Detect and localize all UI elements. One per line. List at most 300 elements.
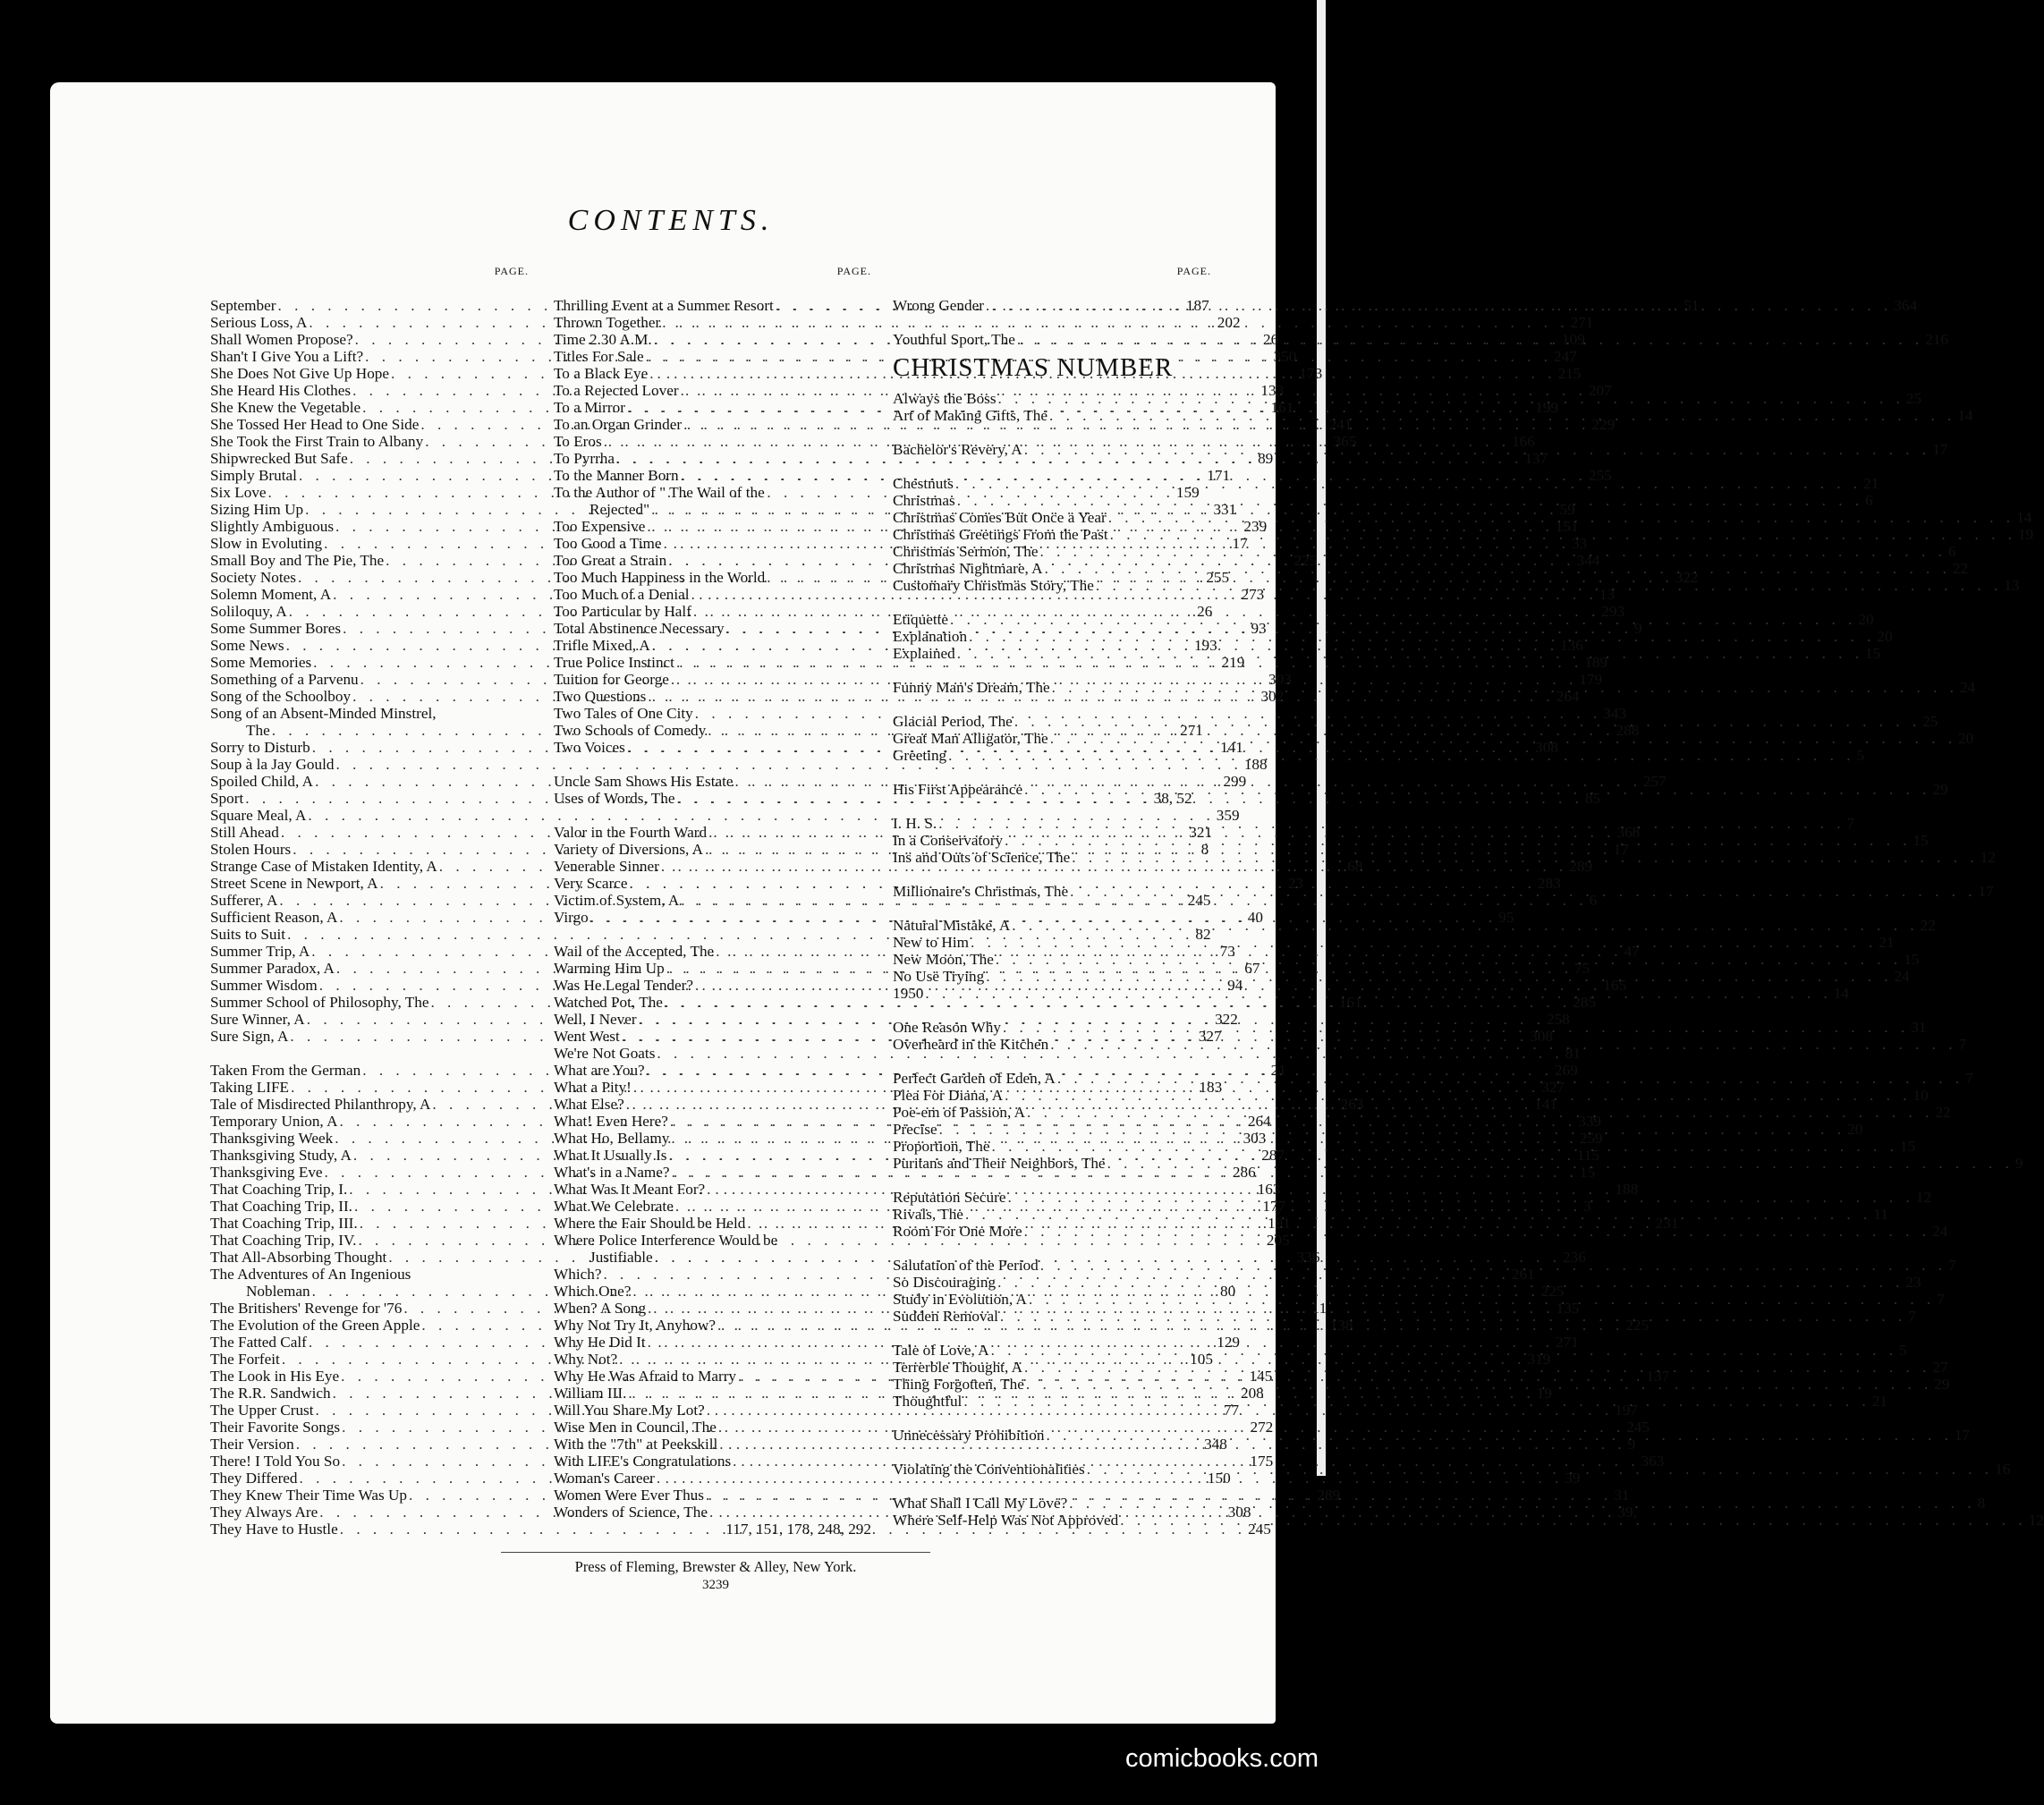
dot-leader <box>1048 730 1958 747</box>
contents-entry <box>893 934 1895 951</box>
dot-leader <box>994 951 1904 968</box>
entry-page: 9 <box>1627 1436 1636 1453</box>
entry-page: 255 <box>1588 467 1612 484</box>
entry-page: 269 <box>1555 1062 1578 1079</box>
dot-leader <box>1003 832 1913 849</box>
entry-page: 8 <box>1200 841 1209 858</box>
entry-page: 33 <box>1571 535 1588 552</box>
entry-title: What's in a Name? <box>554 1164 670 1181</box>
entry-title: Thanksgiving Week <box>210 1130 334 1147</box>
entry-title: Sure Winner, A <box>210 1011 305 1028</box>
entry-title: There! I Told You So <box>210 1453 341 1470</box>
dot-leader <box>955 492 1865 509</box>
entry-page: 22 <box>1920 917 1936 934</box>
entry-title: Which? <box>554 1266 602 1283</box>
entry-title: Too Great a Strain <box>554 552 667 569</box>
entry-title: They Knew Their Time Was Up <box>210 1487 407 1504</box>
dot-leader <box>990 1138 1900 1155</box>
entry-title: That Coaching Trip, IV. <box>210 1232 357 1249</box>
entry-title: With the "7th" at Peekskill <box>554 1436 718 1453</box>
entry-title: Bachelor's Revery, A <box>893 441 1022 458</box>
entry-title: Temporary Union, A <box>210 1113 338 1130</box>
entry-title: Thrilling Event at a Summer Resort <box>554 297 774 314</box>
entry-title: Venerable Sinner <box>554 858 659 875</box>
entry-title: The R.R. Sandwich <box>210 1385 331 1402</box>
entry-page: 150 <box>1207 1470 1231 1487</box>
entry-title: Some News <box>210 637 284 654</box>
entry-title: Solemn Moment, A <box>210 586 332 603</box>
entry-title: Some Memories <box>210 654 312 671</box>
entry-title: Two Schools of Comedy <box>554 722 707 739</box>
entry-page: 117, 151, 178, 248, 292 <box>725 1521 871 1538</box>
entry-title: Uncle Sam Shows His Estate <box>554 773 734 790</box>
dot-leader <box>984 968 1894 985</box>
entry-title: Sure Sign, A <box>210 1028 289 1045</box>
entry-page: 6 <box>1865 492 1873 509</box>
entry-title: Etiquette <box>893 611 949 628</box>
entry-page: 215 <box>1557 365 1582 382</box>
entry-title: Wonders of Science, The <box>554 1504 708 1521</box>
dot-leader <box>998 1308 1908 1325</box>
entry-title: Why Not? <box>554 1351 618 1368</box>
dot-leader <box>984 297 1894 314</box>
dot-leader <box>1022 1359 1932 1376</box>
entry-title: Spoiled Child, A <box>210 773 314 790</box>
entry-title: Explained <box>893 645 955 662</box>
entry-title: One Reason Why <box>893 1019 1001 1036</box>
dot-leader <box>1048 1036 1958 1053</box>
entry-title: Millionaire's Christmas, The <box>893 883 1069 900</box>
entry-page: 7 <box>1908 1308 1916 1325</box>
dot-leader <box>1085 1461 1995 1478</box>
entry-page: 321 <box>1189 824 1213 841</box>
entry-page: 259 <box>1579 1130 1603 1147</box>
entry-title: Well, I Never <box>554 1011 637 1028</box>
entry-title: Six Love <box>210 484 267 501</box>
entry-title: Reputation Secure <box>893 1189 1006 1206</box>
entry-title: Sufficient Reason, A <box>210 909 338 926</box>
entry-page: 199 <box>1535 399 1559 416</box>
entry-title: Simply Brutal <box>210 467 297 484</box>
dot-leader <box>923 985 1833 1002</box>
entry-title: Where Self-Help Was Not Approved <box>893 1512 1119 1529</box>
entry-title: Chestnuts <box>893 475 954 492</box>
entry-title: When? A Song <box>554 1300 647 1317</box>
entry-page: 29 <box>1932 781 1948 798</box>
entry-title: Wail of the Accepted, The <box>554 943 715 960</box>
site-watermark: comicbooks.com <box>1125 1744 1319 1773</box>
entry-page: 20 <box>1958 730 1974 747</box>
dot-leader <box>1108 526 2018 543</box>
entry-title: They Differed <box>210 1470 298 1487</box>
entry-page: 216 <box>1925 331 1949 348</box>
entry-page: 7 <box>1948 1257 1956 1274</box>
entry-title: Street Scene in Newport, A <box>210 875 378 892</box>
entry-page: 151 <box>1555 518 1579 535</box>
entry-title: Wise Men in Council, The <box>554 1419 717 1436</box>
section-heading: CHRISTMAS NUMBER <box>893 353 1174 382</box>
entry-page: 15 <box>1904 951 1920 968</box>
entry-title: What are You? <box>554 1062 645 1079</box>
entry-title: To a Rejected Lover <box>554 382 679 399</box>
entry-title: To an Organ Grinder <box>554 416 683 433</box>
entry-page: 188 <box>1615 1181 1639 1198</box>
entry-title: Violating the Conventionalities <box>893 1461 1085 1478</box>
dot-leader <box>1050 679 1960 696</box>
dot-leader <box>969 934 1879 951</box>
entry-page: 137 <box>1524 450 1548 467</box>
contents-entry <box>210 1266 529 1283</box>
entry-title: Too Expensive <box>554 518 646 535</box>
entry-title: Society Notes <box>210 569 296 586</box>
entry-page: 191 <box>1268 1215 1291 1232</box>
entry-page: 302 <box>1260 688 1285 705</box>
entry-page: 9 <box>1634 620 1642 637</box>
entry-page: 47 <box>1624 943 1640 960</box>
entry-title: Small Boy and The Pie, The <box>210 552 385 569</box>
entry-page: 289 <box>1317 1487 1341 1504</box>
entry-page: 9 <box>2014 1155 2023 1172</box>
entry-title: Too Particular by Half <box>554 603 691 620</box>
entry-title: Warming Him Up <box>554 960 665 977</box>
entry-page: 171 <box>1207 467 1231 484</box>
contents-entry <box>554 1521 871 1538</box>
entry-title: Always the Boss <box>893 390 997 407</box>
entry-page: 7 <box>1965 1070 1973 1087</box>
dot-leader <box>946 747 1856 764</box>
dot-leader <box>1027 1291 1937 1308</box>
entry-page: 365 <box>1333 433 1357 450</box>
entry-page: 25 <box>1905 390 1922 407</box>
entry-page: 161 <box>1338 994 1362 1011</box>
entry-title: The Britishers' Revenge for '76 <box>210 1300 403 1317</box>
contents-entry <box>210 705 529 722</box>
entry-title: Valor in the Fourth Ward <box>554 824 708 841</box>
entry-title: What Shall I Call My Love? <box>893 1495 1068 1512</box>
entry-page: 80 <box>1219 1283 1236 1300</box>
entry-page: 368 <box>1616 824 1641 841</box>
entry-page: 81 <box>1565 1045 1581 1062</box>
entry-page: 25 <box>1922 713 1938 730</box>
entry-page: 293 <box>1601 603 1625 620</box>
entry-title: That Coaching Trip, III. <box>210 1215 358 1232</box>
entry-page: 26 <box>1263 331 1279 348</box>
entry-title: Soliloquy, A <box>210 603 287 620</box>
entry-page: 15 <box>1899 1138 1916 1155</box>
entry-page: 273 <box>1241 586 1265 603</box>
entry-page: 322 <box>1215 1011 1238 1028</box>
entry-title: Was He Legal Tender? <box>554 977 694 994</box>
entry-page: 15 <box>1865 645 1881 662</box>
dot-leader <box>1022 1223 1932 1240</box>
page-title: CONTENTS. <box>567 204 775 237</box>
page-column-header: PAGE. <box>1176 265 1211 277</box>
entry-title: Thanksgiving Study, A <box>210 1147 352 1164</box>
entry-page: 82 <box>1195 926 1211 943</box>
entry-title: Wrong Gender <box>893 297 984 314</box>
dot-leader <box>955 645 1865 662</box>
entry-title: Proportion, The <box>893 1138 990 1155</box>
entry-title: Rejected" <box>589 501 650 518</box>
entry-page: 31 <box>1614 1487 1630 1504</box>
entry-page: 271 <box>1180 722 1203 739</box>
entry-title: Very Scarce <box>554 875 628 892</box>
entry-title: Thanksgiving Eve <box>210 1164 323 1181</box>
entry-title: To Pyrrha <box>554 450 615 467</box>
entry-page: 5 <box>1898 1342 1907 1359</box>
entry-title: Soup à la Jay Gould <box>210 756 335 773</box>
entry-title: The Upper Crust <box>210 1402 314 1419</box>
entry-page: 271 <box>1555 1334 1579 1351</box>
dot-leader <box>1001 1019 1911 1036</box>
entry-page: 7 <box>1846 815 1855 832</box>
entry-title: I. H. S. <box>893 815 937 832</box>
entry-page: 138 <box>1329 1317 1353 1334</box>
entry-title: Where Police Interference Would be <box>554 1232 778 1249</box>
entry-page: 264 <box>1247 1113 1271 1130</box>
entry-title: Rivals, The <box>893 1206 963 1223</box>
entry-title: Two Questions <box>554 688 647 705</box>
dot-leader <box>1022 441 1932 458</box>
entry-title: Summer Trip, A <box>210 943 310 960</box>
entry-title: To the Manner Born <box>554 467 679 484</box>
entry-page: 327 <box>1541 1079 1565 1096</box>
entry-title: Sudden Removal <box>893 1308 998 1325</box>
entry-title: Square Meal, A <box>210 807 307 824</box>
entry-page: 15 <box>1913 832 1929 849</box>
entry-title: Christmas <box>893 492 955 509</box>
entry-page: 319 <box>1527 1351 1551 1368</box>
entry-title: Shall Women Propose? <box>210 331 353 348</box>
entry-title: What a Pity! <box>554 1079 632 1096</box>
entry-title: Customary Christmas Story, The <box>893 577 1094 594</box>
entry-page: 51 <box>1684 297 1700 314</box>
entry-title: To a Mirror <box>554 399 625 416</box>
entry-title: She Heard His Clothes <box>210 382 352 399</box>
entry-page: 336 <box>1296 1249 1320 1266</box>
entry-title: Christmas Greetings From the Past <box>893 526 1108 543</box>
entry-title: Thoughtful <box>893 1393 963 1410</box>
entry-title: Sorry to Disturb <box>210 739 310 756</box>
entry-page: 22 <box>1952 560 1969 577</box>
entry-title: Where the Fair Should be Held <box>554 1215 746 1232</box>
dot-leader <box>1003 1087 1913 1104</box>
entry-title: Strange Case of Mistaken Identity, A <box>210 858 437 875</box>
entry-page: 23 <box>1287 875 1304 892</box>
entry-page: 364 <box>1894 297 1918 314</box>
entry-page: 20 <box>1877 628 1893 645</box>
entry-title: What We Celebrate <box>554 1198 674 1215</box>
entry-title: Taking LIFE <box>210 1079 290 1096</box>
entry-page: 189 <box>1584 654 1608 671</box>
entry-title: New Moon, The <box>893 951 994 968</box>
entry-title: Why Not Try It, Anyhow? <box>554 1317 716 1334</box>
entry-title: Plea For Diana, A <box>893 1087 1004 1104</box>
entry-page: 67 <box>1244 960 1260 977</box>
entry-page: 17 <box>1954 1427 1971 1444</box>
entry-title: What! Even Here? <box>554 1113 668 1130</box>
entry-title: Titles For Sale <box>554 348 644 365</box>
entry-title: 1950 <box>893 985 924 1002</box>
entry-title: Tuition for George <box>554 671 669 688</box>
entry-title: Tale of Love, A <box>893 1342 989 1359</box>
dot-leader <box>948 611 1858 628</box>
dot-leader <box>1118 1512 2028 1529</box>
entry-title: Women Were Ever Thus <box>554 1487 704 1504</box>
entry-page: 241 <box>1328 416 1353 433</box>
entry-page: 327 <box>1198 1028 1222 1045</box>
entry-title: Christmas Comes But Once a Year <box>893 509 1107 526</box>
entry-page: 141 <box>1220 739 1243 756</box>
entry-page: 183 <box>1199 1079 1223 1096</box>
entry-page: 285 <box>1573 994 1597 1011</box>
entry-page: 3 <box>1583 1198 1591 1215</box>
dot-leader <box>1025 1104 1935 1121</box>
entry-title: Shan't I Give You a Lift? <box>210 348 364 365</box>
entry-page: 163 <box>1257 1181 1281 1198</box>
entry-page: 339 <box>1578 1113 1602 1130</box>
entry-page: 93 <box>1251 620 1267 637</box>
entry-page: 231 <box>1655 1215 1679 1232</box>
entry-title: Uses of Words, The <box>554 790 675 807</box>
dot-leader <box>1094 577 2004 594</box>
dot-leader <box>937 815 1846 832</box>
entry-title: Watched Pot, The <box>554 994 663 1011</box>
entry-title: Why He Did It <box>554 1334 646 1351</box>
entry-page: 161 <box>1270 399 1294 416</box>
entry-page: 350 <box>1273 348 1297 365</box>
entry-title: Sufferer, A <box>210 892 278 909</box>
entry-title: What Ho, Bellamy <box>554 1130 670 1147</box>
entry-title: Variety of Diversions, A <box>554 841 704 858</box>
entry-page: 363 <box>1641 1453 1665 1470</box>
entry-page: 193 <box>1193 637 1217 654</box>
entry-page: 31 <box>1911 1019 1927 1036</box>
entry-page: 59 <box>1559 501 1575 518</box>
dot-leader <box>1015 331 1925 348</box>
entry-title: The Forfeit <box>210 1351 280 1368</box>
entry-title: Christmas Sermon, The <box>893 543 1039 560</box>
entry-page: 264 <box>1556 688 1580 705</box>
entry-page: 141 <box>1534 1096 1557 1113</box>
entry-page: 6 <box>1589 892 1598 909</box>
entry-page: 208 <box>1240 1385 1264 1402</box>
entry-page: 24 <box>1932 1223 1948 1240</box>
entry-page: 7 <box>1958 1036 1967 1053</box>
entry-page: 359 <box>1216 807 1240 824</box>
dot-leader <box>1070 849 1980 866</box>
entry-page: 89 <box>1258 450 1274 467</box>
entry-title: Too Good a Time <box>554 535 662 552</box>
entry-page: 21 <box>1879 934 1895 951</box>
dot-leader <box>1107 509 2016 526</box>
entry-page: 94 <box>1227 977 1243 994</box>
dot-leader <box>937 1121 1847 1138</box>
entry-title: In a Conservatory <box>893 832 1004 849</box>
entry-page: 19 <box>1536 1385 1552 1402</box>
entry-page: 331 <box>1213 501 1237 518</box>
entry-title: Victim of System, A <box>554 892 680 909</box>
entry-title: Art of Making Gifts, The <box>893 407 1047 424</box>
entry-page: 236 <box>1563 1249 1586 1266</box>
entry-page: 24 <box>1959 679 1976 696</box>
entry-page: 13 <box>1599 586 1616 603</box>
entry-page: 15 <box>1579 1164 1596 1181</box>
entry-page: 17 <box>1932 441 1948 458</box>
entry-title: Unnecessary Prohibition <box>893 1427 1045 1444</box>
dot-leader <box>1038 543 1947 560</box>
entry-page: 11 <box>1311 1300 1327 1317</box>
entry-page: 202 <box>1217 314 1241 331</box>
entry-title: She Does Not Give Up Hope <box>210 365 390 382</box>
dot-leader <box>963 1206 1873 1223</box>
entry-title: The Adventures of An Ingenious <box>210 1266 411 1283</box>
entry-title: Thing Forgotten, The <box>893 1376 1024 1393</box>
entry-title: His First Appearance <box>893 781 1023 798</box>
entry-page: 8 <box>1977 1495 1986 1512</box>
entry-page: 145 <box>1249 1368 1273 1385</box>
entry-page: 245 <box>1248 1521 1271 1538</box>
entry-page: 129 <box>1217 1334 1241 1351</box>
entry-title: Study in Evolution, A <box>893 1291 1027 1308</box>
entry-page: 197 <box>1615 1402 1638 1419</box>
entry-title: Woman's Career <box>554 1470 655 1487</box>
entry-page: 261 <box>1511 1266 1535 1283</box>
entry-title: Why He Was Afraid to Marry <box>554 1368 737 1385</box>
entry-page: 14 <box>1833 985 1849 1002</box>
contents-entry <box>893 492 1873 509</box>
dot-leader <box>1022 781 1932 798</box>
entry-page: 177 <box>1262 1198 1286 1215</box>
entry-page: 348 <box>1204 1436 1227 1453</box>
entry-page: 188 <box>1243 756 1268 773</box>
entry-page: 5 <box>1856 747 1865 764</box>
entry-page: 24 <box>1894 968 1910 985</box>
entry-page: 26 <box>1197 603 1213 620</box>
entry-title: Poe-em of Passion, A <box>893 1104 1025 1121</box>
page-column-header: PAGE. <box>494 265 529 277</box>
dot-leader <box>1106 1155 2015 1172</box>
entry-page: 77 <box>1223 1402 1240 1419</box>
entry-page: 17 <box>1978 883 1994 900</box>
entry-page: 225 <box>1625 1317 1650 1334</box>
entry-page: 73 <box>1219 943 1235 960</box>
entry-page: 271 <box>1570 314 1594 331</box>
entry-page: 38, 52 <box>1153 790 1192 807</box>
entry-page: 68 <box>1347 858 1363 875</box>
entry-title: Natural Mistake, A <box>893 917 1011 934</box>
dot-leader <box>1068 883 1978 900</box>
entry-page: 263 <box>1340 1096 1364 1113</box>
entry-title: New to Him <box>893 934 969 951</box>
entry-title: Slightly Ambiguous <box>210 518 335 535</box>
entry-title: Which One? <box>554 1283 632 1300</box>
entry-title: Salutation of the Period <box>893 1257 1039 1274</box>
entry-page: 179 <box>1579 671 1603 688</box>
entry-title: Terrerble Thought, A <box>893 1359 1023 1376</box>
entry-page: 287 <box>1261 1147 1285 1164</box>
dot-leader <box>989 1342 1899 1359</box>
entry-page: 12 <box>2028 1512 2044 1529</box>
entry-page: 29 <box>1934 1376 1950 1393</box>
entry-page: 21 <box>1863 475 1879 492</box>
entry-title: No Use Trying <box>893 968 985 985</box>
entry-page: 75 <box>1574 960 1590 977</box>
entry-title: That Coaching Trip, II. <box>210 1198 352 1215</box>
page-column-header: PAGE. <box>836 265 871 277</box>
entry-title: Shipwrecked But Safe <box>210 450 348 467</box>
entry-page: 19 <box>2017 526 2034 543</box>
